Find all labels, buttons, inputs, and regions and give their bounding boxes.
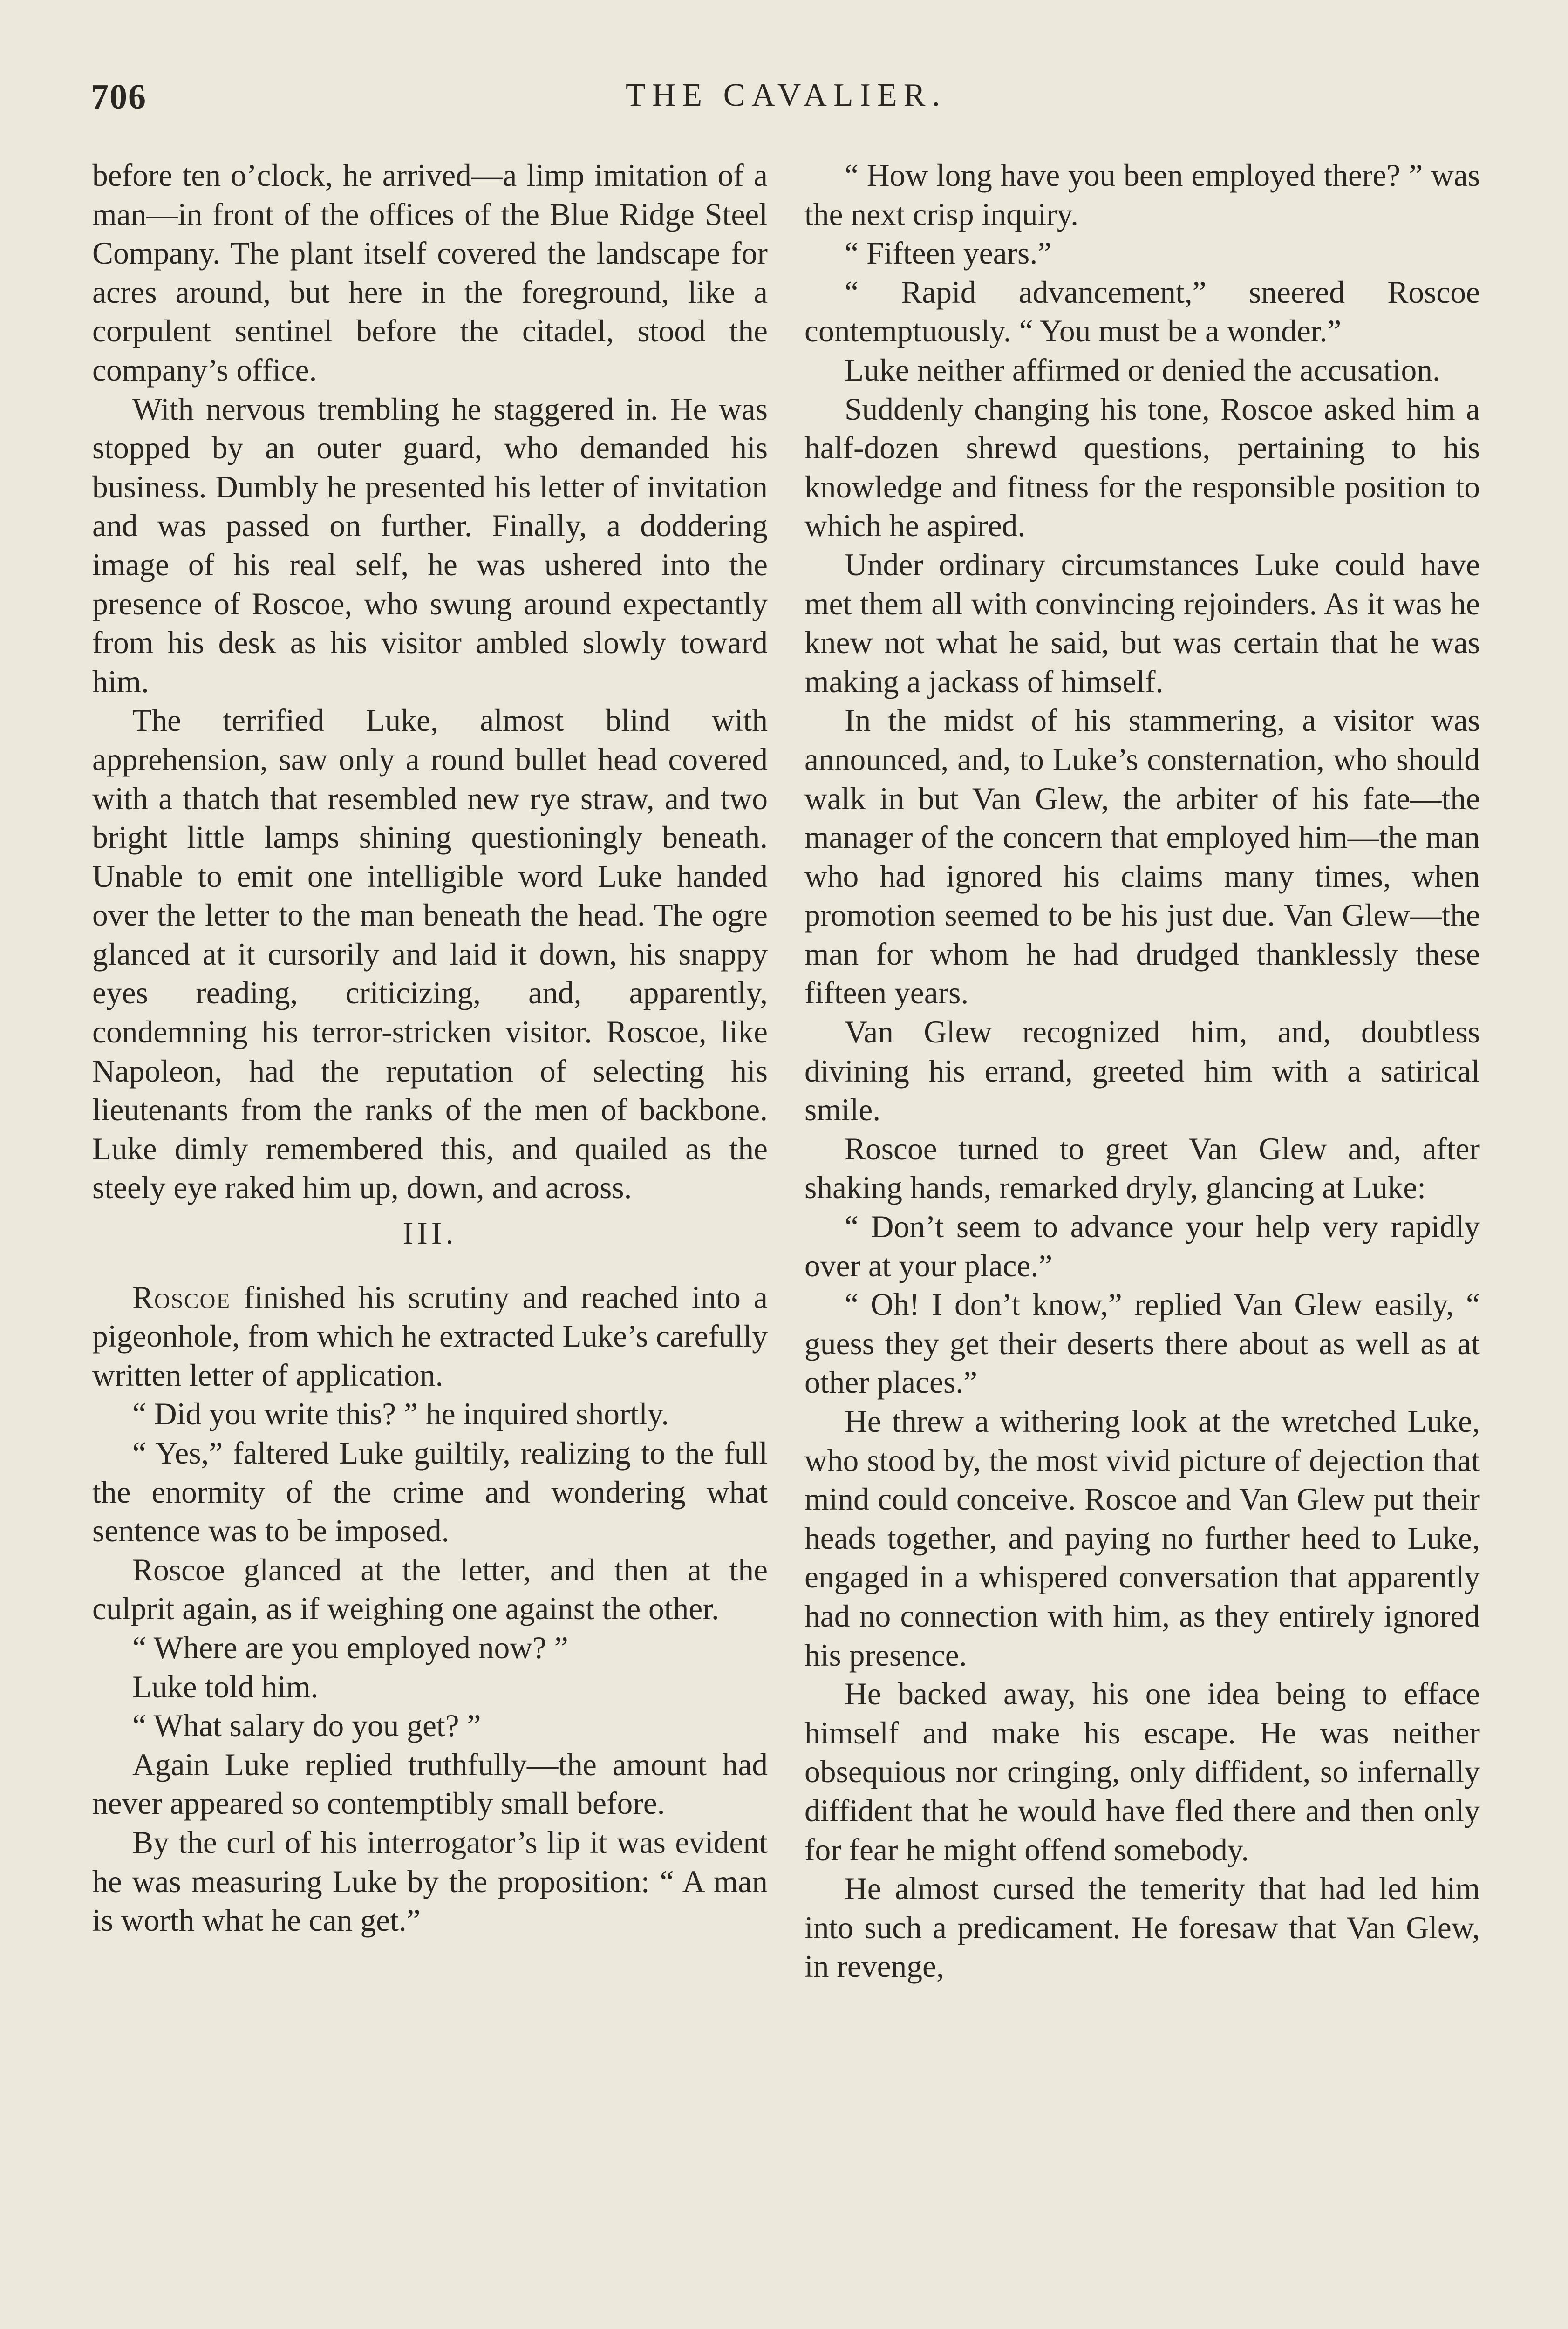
left-column (92, 156, 768, 1940)
paragraph: The terrified Luke, almost blind with apprehension, saw only a round bullet head covered with a thatch that resembled new rye straw, and two bright little lamps shining questioningly beneath. Unable to emit one intelligible word Luke handed over the letter to the man beneath the head. The ogre glanced at it cursorily and laid it down, his snappy eyes reading, criticizing, and, apparently, condemning his terror-stricken visitor. Roscoe, like Napoleon, had the reputation of selecting his lieutenants from the ranks of the men of backbone. Luke dimly remembered this, and quailed as the steely eye raked him up, down, and across. (92, 703, 768, 1205)
paragraph: Suddenly changing his tone, Roscoe asked him a half-dozen shrewd questions, pertaining to his knowledge and fitness for the responsible position to which he aspired. (804, 391, 1480, 544)
paragraph: “ Rapid advancement,” sneered Roscoe contemptuously. “ You must be a wonder.” (804, 274, 1480, 349)
paragraph: Under ordinary circumstances Luke could have met them all with convincing rejoinders. As it was he knew not what he said, but was certain that he was making a jackass of himself. (804, 547, 1480, 699)
running-title: THE CAVALIER. (626, 77, 947, 113)
paragraph: Roscoe turned to greet Van Glew and, after shaking hands, remarked dryly, glancing at Luke: (804, 1131, 1480, 1205)
section-lead-text: finished his scrutiny and reached into a pigeonhole, from which he extracted Luke’s carefully written letter of application. (92, 1280, 768, 1393)
paragraph: Van Glew recognized him, and, doubtless divining his errand, greeted him with a satirical smile. (804, 1015, 1480, 1128)
paragraph: “ Yes,” faltered Luke guiltily, realizing to the full the enormity of the crime and wondering what sentence was to be imposed. (92, 1436, 768, 1549)
paragraph: He almost cursed the temerity that had led him into such a predicament. He foresaw that Van Glew, in revenge, (804, 1871, 1480, 1984)
paragraph: “ Don’t seem to advance your help very rapidly over at your place.” (804, 1209, 1480, 1283)
paragraph: “ Fifteen years.” (845, 236, 1052, 271)
right-column (804, 156, 1480, 1986)
paragraph: “ What salary do you get? ” (132, 1708, 481, 1743)
paragraph: In the midst of his stammering, a visitor was announced, and, to Luke’s consternation, who should walk in but Van Glew, the arbiter of his fate—the manager of the concern that employed him—the man who had ignored his claims many times, when promotion seemed to be his just due. Van Glew—the man for whom he had drudged thanklessly these fifteen years. (804, 703, 1480, 1011)
paragraph: He backed away, his one idea being to efface himself and make his escape. He was neither obsequious nor cringing, only diffident, so infernally diffident that he would have fled there and then only for fear he might offend somebody. (804, 1676, 1480, 1867)
paragraph: “ Did you write this? ” he inquired shortly. (132, 1396, 669, 1432)
paragraph: “ Where are you employed now? ” (132, 1630, 568, 1665)
page-number: 706 (91, 77, 147, 116)
section-heading: III. (402, 1215, 457, 1251)
section-lead-paragraph (92, 1278, 768, 1395)
paragraph: With nervous trembling he staggered in. He was stopped by an outer guard, who demanded his business. Dumbly he presented his letter of invitation and was passed on further. Finally, a doddering image of his real self, he was ushered into the presence of Roscoe, who swung around expectantly from his desk as his visitor ambled slowly toward him. (92, 391, 768, 699)
page-header (91, 77, 1481, 133)
paragraph: “ Oh! I don’t know,” replied Van Glew easily, “ guess they get their deserts there about as well as at other places.” (804, 1287, 1480, 1400)
paragraph: Luke told him. (132, 1669, 319, 1704)
paragraph: By the curl of his interrogator’s lip it was evident he was measuring Luke by the proposition: “ A man is worth what he can get.” (92, 1825, 768, 1938)
section-lead-word: Roscoe (132, 1280, 231, 1315)
paragraph: before ten o’clock, he arrived—a limp imitation of a man—in front of the offices of the Blue Ridge Steel Company. The plant itself covered the landscape for acres around, but here in the foreground, like a corpulent sentinel before the citadel, stood the company’s office. (92, 158, 768, 388)
paragraph: Luke neither affirmed or denied the accusation. (845, 352, 1440, 388)
paragraph: Roscoe glanced at the letter, and then at the culprit again, as if weighing one against the other. (92, 1552, 768, 1627)
paragraph: He threw a withering look at the wretched Luke, who stood by, the most vivid picture of dejection that mind could conceive. Roscoe and Van Glew put their heads together, and paying no further heed to Luke, engaged in a whispered conversation that apparently had no connection with him, as they entirely ignored his presence. (804, 1404, 1480, 1673)
paragraph: “ How long have you been employed there? ” was the next crisp inquiry. (804, 158, 1480, 232)
paragraph: Again Luke replied truthfully—the amount had never appeared so contemptibly small before. (92, 1747, 768, 1821)
